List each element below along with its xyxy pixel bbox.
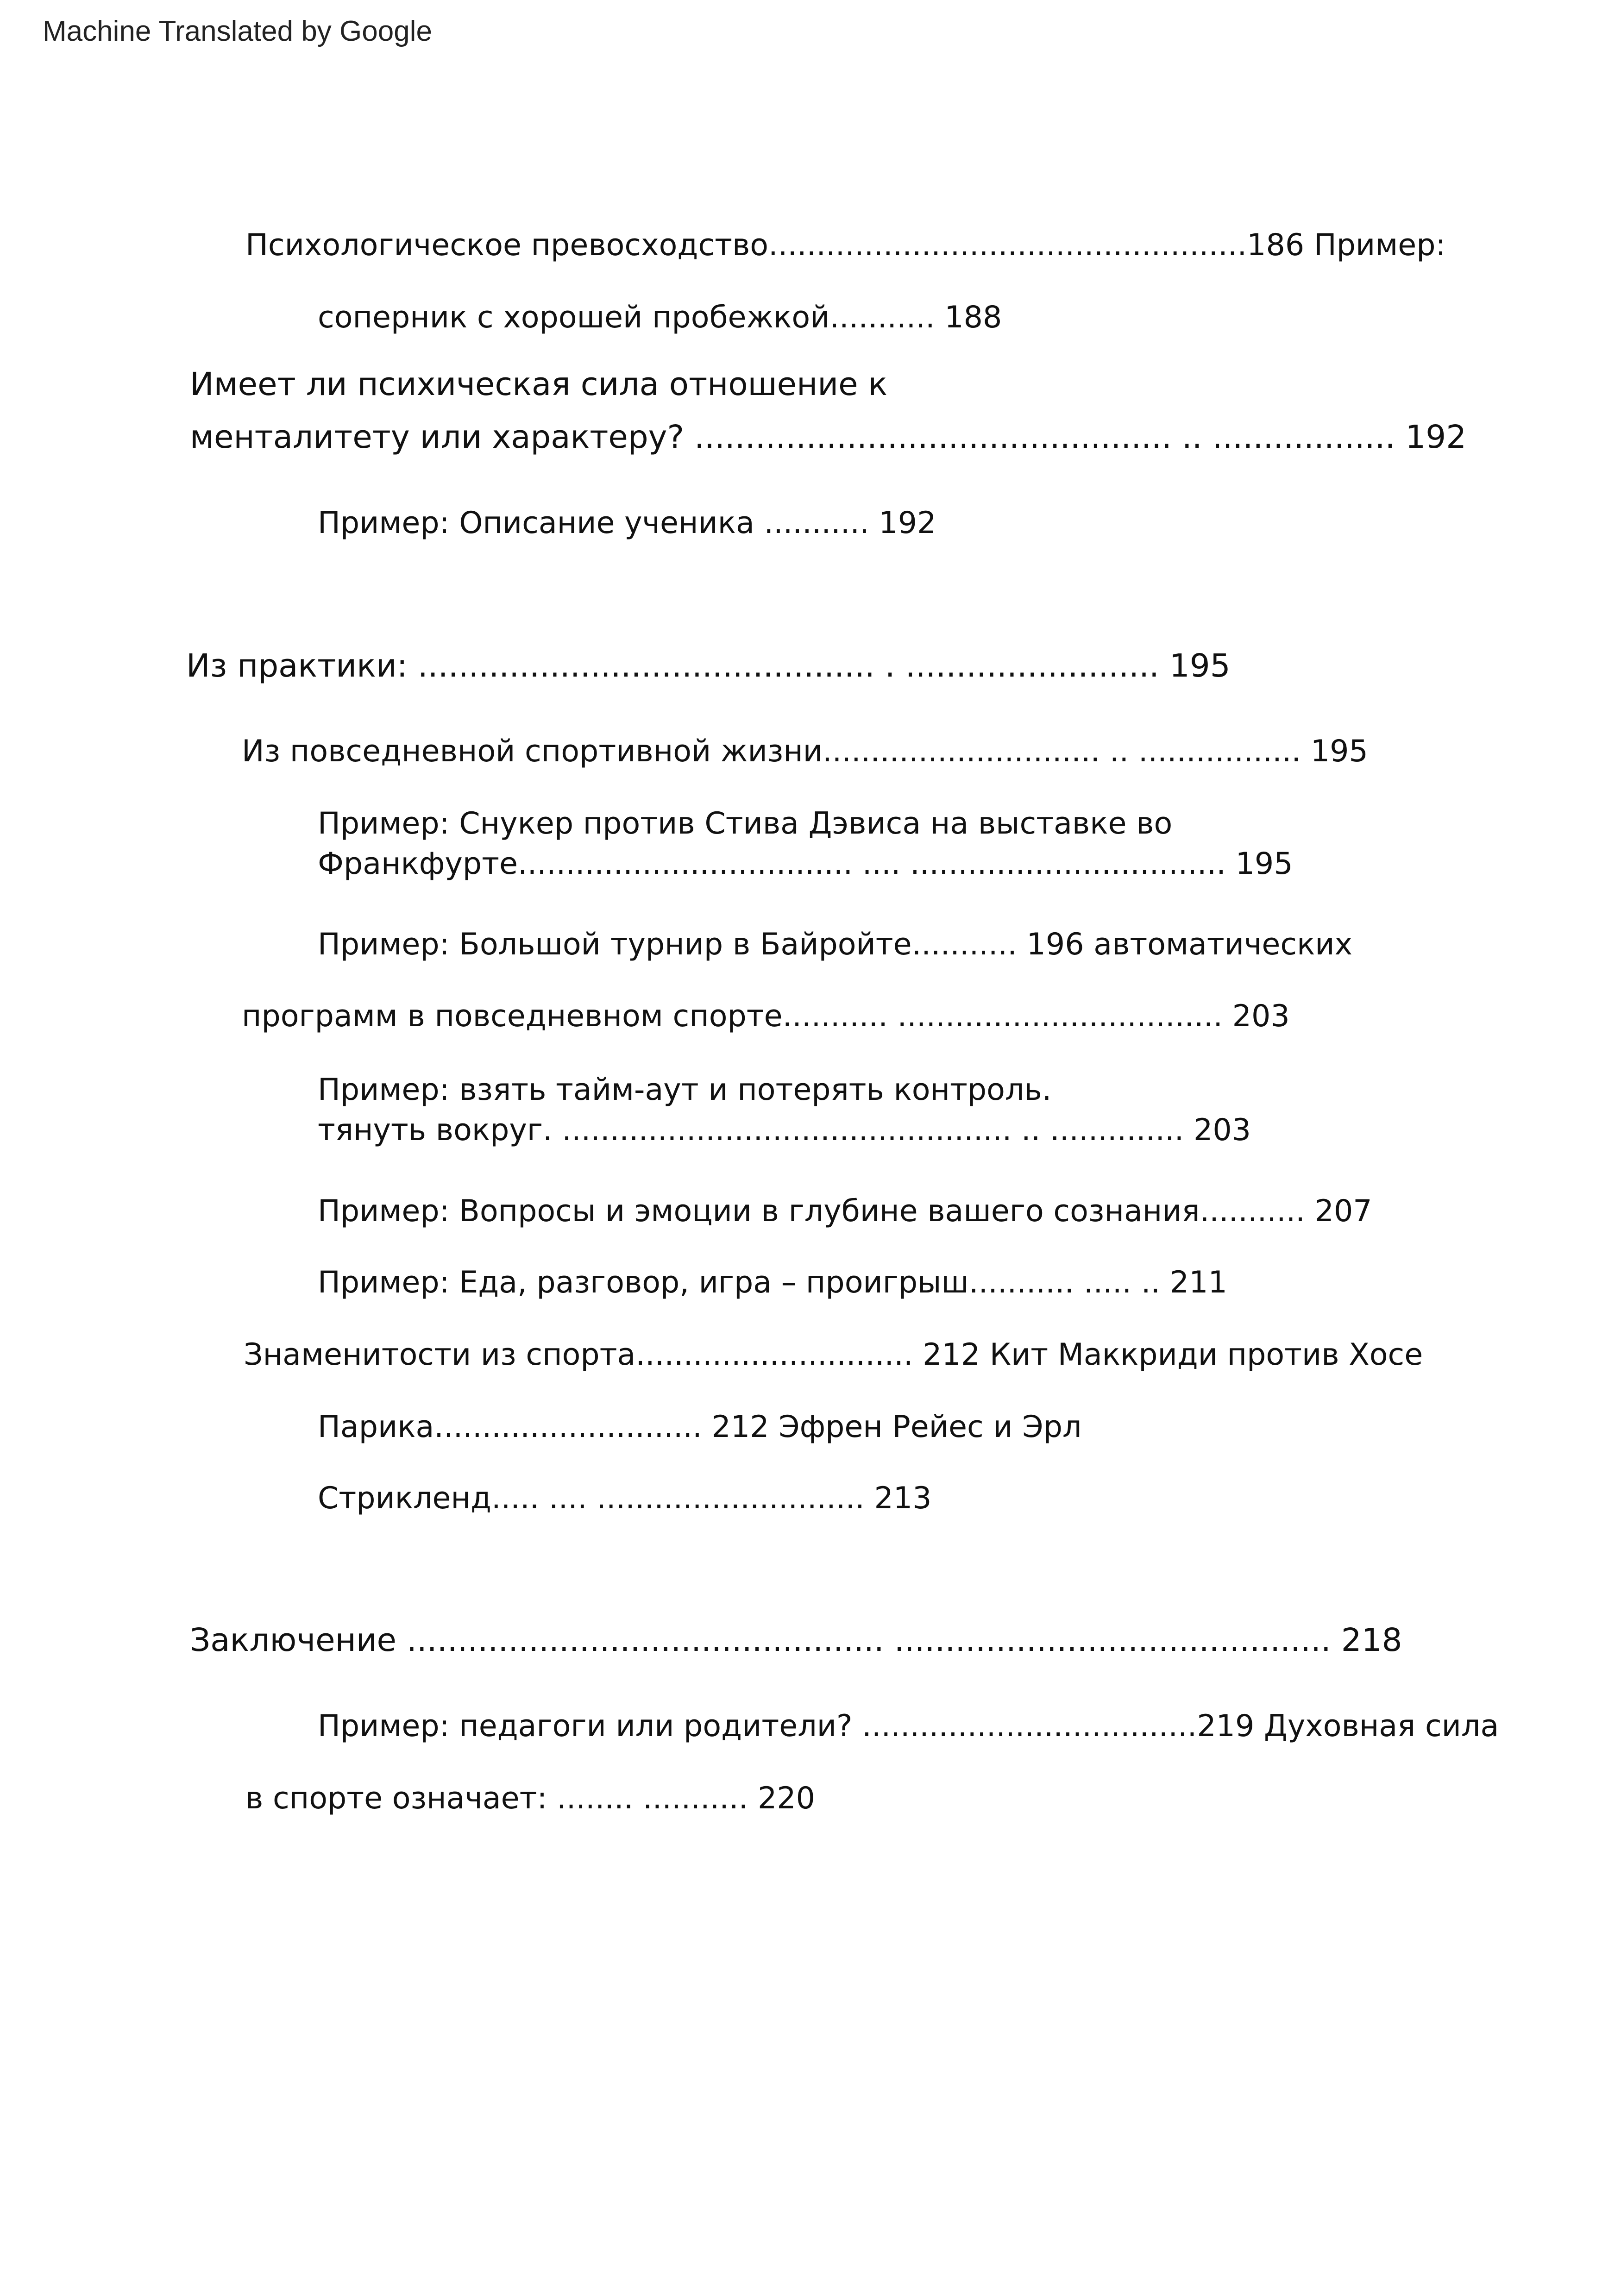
toc-line: Пример: Вопросы и эмоции в глубине вашего сознания........... 207: [318, 1194, 1372, 1229]
toc-line: Пример: Еда, разговор, игра – проигрыш........... ..... .. 211: [318, 1265, 1227, 1300]
toc-line: Стрикленд..... .... ............................ 213: [318, 1481, 932, 1516]
toc-line: соперник с хорошей пробежкой........... 188: [318, 300, 1002, 335]
toc-line: программ в повседневном спорте........... .................................. 203: [242, 999, 1290, 1034]
toc-line: Пример: взять тайм-аут и потерять контроль.: [318, 1073, 1052, 1107]
toc-line: Пример: педагоги или родители? ...................................219 Духовная сила: [318, 1709, 1499, 1744]
toc-line: Пример: Большой турнир в Байройте........... 196 автоматических: [318, 927, 1353, 962]
machine-translation-banner: Machine Translated by Google: [43, 15, 432, 47]
toc-line: менталитету или характеру? ............................................... .. .................. 192: [190, 419, 1467, 456]
toc-line: тянуть вокруг. ............................................... .. .............. 203: [318, 1113, 1251, 1148]
toc-line: Заключение ............................................... ........................................... 218: [190, 1622, 1402, 1659]
toc-line: Пример: Описание ученика ........... 192: [318, 506, 936, 540]
toc-line: Пример: Снукер против Стива Дэвиса на выставке во: [318, 806, 1173, 841]
toc-line: Франкфурте................................... .... ................................. 195: [318, 847, 1293, 881]
toc-line: Имеет ли психическая сила отношение к: [190, 366, 888, 403]
toc-line: Парика............................ 212 Эфрен Рейес и Эрл: [318, 1410, 1082, 1444]
toc-line: в спорте означает: ........ ........... 220: [245, 1781, 816, 1816]
toc-line: Из повседневной спортивной жизни............................. .. ................. 195: [242, 734, 1368, 769]
toc-line: Знаменитости из спорта............................. 212 Кит Маккриди против Хосе: [244, 1337, 1423, 1372]
toc-line: Из практики: ............................................. . ......................... 195: [186, 647, 1231, 684]
toc-line: Психологическое превосходство..................................................186 Пример:: [245, 228, 1446, 263]
